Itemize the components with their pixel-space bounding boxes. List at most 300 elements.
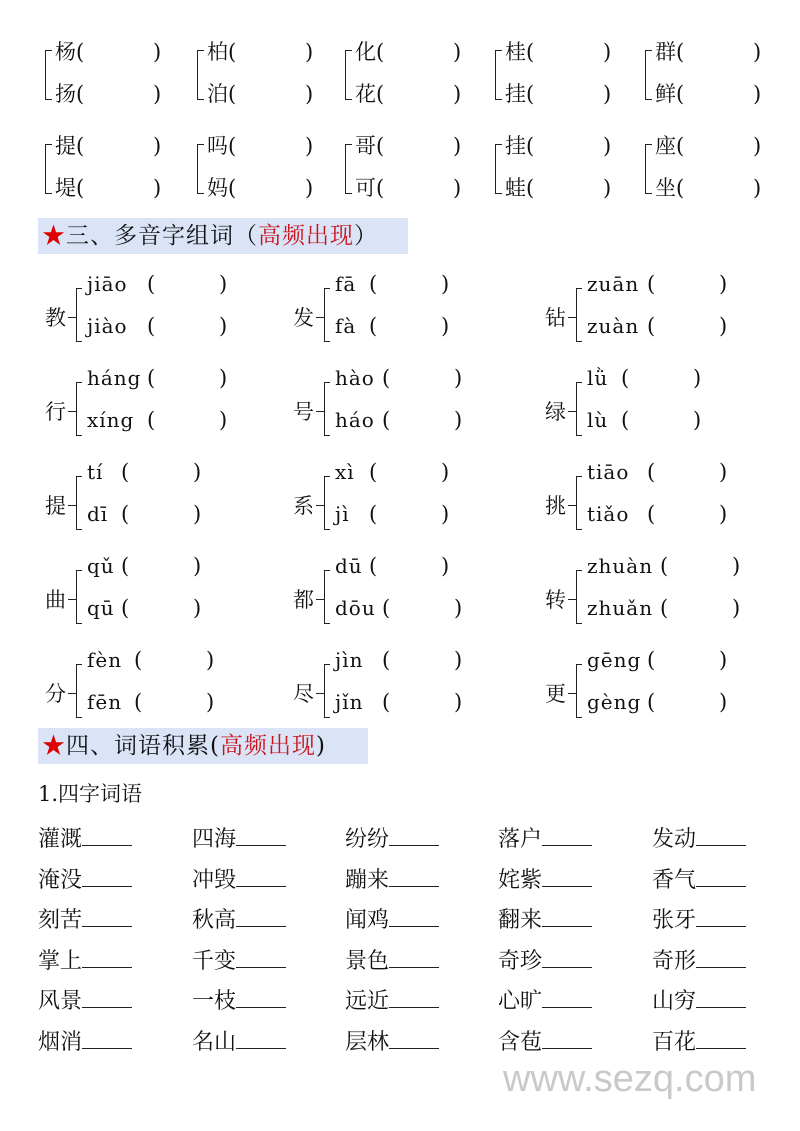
answer-blank[interactable]: ) — [305, 176, 314, 200]
paren-open: ( — [676, 82, 685, 106]
polyphonic-item — [293, 272, 533, 350]
char-entry — [655, 40, 684, 64]
answer-blank[interactable]: ) — [719, 648, 728, 672]
char: 群 — [655, 40, 676, 64]
idiom-blank[interactable] — [82, 1028, 132, 1049]
paren-open: ( — [228, 82, 237, 106]
idiom-blank[interactable] — [389, 947, 439, 968]
paren-open: ( — [369, 502, 378, 526]
idiom-prefix: 四海 — [192, 827, 237, 852]
bracket — [197, 144, 204, 194]
paren-open: ( — [382, 648, 391, 672]
pinyin-reading: fā — [335, 272, 357, 296]
paren-open: ( — [526, 40, 535, 64]
pinyin-reading: qū — [87, 596, 115, 620]
answer-blank[interactable]: ) — [603, 40, 612, 64]
polyphonic-item — [293, 460, 533, 538]
paren-open: ( — [147, 314, 156, 338]
idiom-prefix: 烟消 — [38, 1029, 83, 1055]
bracket-tick — [68, 599, 76, 600]
idiom-blank[interactable] — [236, 825, 286, 846]
watermark: www.sezq.com — [503, 1058, 757, 1100]
bracket-tick — [568, 505, 576, 506]
idiom-blank[interactable] — [389, 1028, 439, 1049]
pinyin-reading: dōu — [335, 596, 376, 620]
idiom-prefix: 淹没 — [38, 867, 83, 893]
char-entry — [505, 40, 534, 64]
bracket — [576, 664, 582, 718]
paren-open: ( — [369, 554, 378, 578]
char-entry — [505, 82, 534, 106]
char-entry — [55, 40, 84, 64]
idiom-prefix: 蹦来 — [345, 867, 390, 893]
pinyin-reading: dī — [87, 502, 109, 526]
polyphonic-item — [545, 272, 785, 350]
pinyin-reading: gēng — [587, 648, 642, 672]
char: 杨 — [55, 40, 76, 64]
idiom-blank[interactable] — [542, 1028, 592, 1049]
idiom-item — [38, 822, 132, 853]
answer-blank[interactable]: ) — [219, 314, 228, 338]
bracket-tick — [568, 693, 576, 694]
char: 蛙 — [505, 176, 526, 200]
answer-blank[interactable]: ) — [193, 502, 202, 526]
polyphonic-item — [293, 648, 533, 726]
idiom-item — [498, 944, 592, 975]
paren-open: ( — [369, 314, 378, 338]
idiom-item — [652, 944, 746, 975]
idiom-item — [652, 863, 746, 894]
idiom-item — [345, 984, 439, 1015]
answer-blank[interactable]: ) — [441, 554, 450, 578]
idiom-item — [192, 822, 286, 853]
bracket-tick — [68, 317, 76, 318]
char: 挂 — [505, 82, 526, 106]
paren-open: ( — [134, 690, 143, 714]
paren-open: ( — [228, 176, 237, 200]
char-entry — [355, 176, 384, 200]
paren-open: ( — [647, 502, 656, 526]
idiom-item — [345, 863, 439, 894]
paren-open: ( — [76, 82, 85, 106]
idiom-item — [38, 984, 132, 1015]
paren-open: ( — [647, 460, 656, 484]
paren-open: ( — [376, 82, 385, 106]
char-entry — [55, 176, 84, 200]
bracket — [324, 664, 330, 718]
polyphonic-char: 绿 — [545, 400, 566, 424]
bracket-tick — [68, 411, 76, 412]
idiom-blank[interactable] — [82, 866, 132, 887]
char-entry — [55, 82, 84, 106]
idiom-blank[interactable] — [696, 987, 746, 1008]
bracket-tick — [568, 599, 576, 600]
answer-blank[interactable]: ) — [454, 648, 463, 672]
polyphonic-char: 分 — [45, 682, 66, 706]
char: 哥 — [355, 134, 376, 158]
idiom-item — [192, 1025, 286, 1056]
answer-blank[interactable]: ) — [453, 134, 462, 158]
char-entry — [207, 134, 236, 158]
idiom-blank[interactable] — [82, 987, 132, 1008]
bracket-tick — [316, 599, 324, 600]
answer-blank[interactable]: ) — [193, 596, 202, 620]
idiom-blank[interactable] — [236, 987, 286, 1008]
idiom-prefix: 含苞 — [498, 1029, 543, 1055]
answer-blank[interactable]: ) — [153, 176, 162, 200]
idiom-prefix: 远近 — [345, 989, 390, 1014]
pinyin-reading: háng — [87, 366, 142, 390]
answer-blank[interactable]: ) — [453, 176, 462, 200]
answer-blank[interactable]: ) — [206, 648, 215, 672]
idiom-blank[interactable] — [542, 947, 592, 968]
answer-blank[interactable]: ) — [153, 82, 162, 106]
answer-blank[interactable]: ) — [719, 314, 728, 338]
answer-blank[interactable]: ) — [153, 40, 162, 64]
answer-blank[interactable]: ) — [193, 460, 202, 484]
answer-blank[interactable]: ) — [219, 366, 228, 390]
paren-open: ( — [647, 314, 656, 338]
polyphonic-item — [45, 554, 285, 632]
idiom-blank[interactable] — [389, 866, 439, 887]
idiom-item — [652, 822, 746, 853]
polyphonic-item — [45, 272, 285, 350]
idiom-prefix: 百花 — [652, 1029, 697, 1055]
answer-blank[interactable]: ) — [153, 134, 162, 158]
char: 妈 — [207, 176, 228, 200]
paren-open: ( — [121, 502, 130, 526]
section-four-header — [38, 728, 368, 764]
idiom-item — [192, 903, 286, 934]
section-highlight: 高频出现 — [258, 223, 354, 249]
idiom-blank[interactable] — [542, 866, 592, 887]
char: 化 — [355, 40, 376, 64]
pinyin-reading: xì — [335, 460, 355, 484]
pinyin-reading: zuān — [587, 272, 640, 296]
char-entry — [207, 40, 236, 64]
idiom-prefix: 千变 — [192, 948, 237, 974]
idiom-item — [192, 944, 286, 975]
section-title: 四、词语积累( — [66, 733, 220, 759]
polyphonic-item — [545, 554, 785, 632]
idiom-prefix: 奇形 — [652, 948, 697, 974]
answer-blank[interactable]: ) — [719, 502, 728, 526]
idiom-item — [345, 822, 439, 853]
bracket-tick — [68, 693, 76, 694]
polyphonic-char: 转 — [545, 588, 566, 612]
char: 桂 — [505, 40, 526, 64]
answer-blank[interactable]: ) — [454, 690, 463, 714]
char: 吗 — [207, 134, 228, 158]
section-three-header — [38, 218, 408, 254]
answer-blank[interactable]: ) — [454, 596, 463, 620]
paren-open: ( — [121, 596, 130, 620]
section-close: ) — [315, 733, 326, 759]
paren-open: ( — [376, 134, 385, 158]
pinyin-reading: gèng — [587, 690, 642, 714]
char: 座 — [655, 134, 676, 158]
idiom-prefix: 心旷 — [498, 989, 543, 1014]
bracket — [576, 476, 582, 530]
paren-open: ( — [660, 596, 669, 620]
idiom-prefix: 纷纷 — [345, 827, 390, 852]
char-entry — [355, 134, 384, 158]
polyphonic-char: 都 — [293, 588, 314, 612]
paren-open: ( — [121, 554, 130, 578]
bracket — [324, 288, 330, 342]
idiom-item — [192, 984, 286, 1015]
bracket — [576, 288, 582, 342]
bracket — [345, 50, 352, 100]
paren-open: ( — [382, 690, 391, 714]
idiom-prefix: 掌上 — [38, 948, 83, 974]
char: 挂 — [505, 134, 526, 158]
idiom-prefix: 落户 — [498, 827, 543, 852]
polyphonic-char: 系 — [293, 494, 314, 518]
answer-blank[interactable]: ) — [454, 366, 463, 390]
paren-open: ( — [369, 272, 378, 296]
pinyin-reading: jìn — [335, 648, 364, 672]
answer-blank[interactable]: ) — [453, 82, 462, 106]
char: 可 — [355, 176, 376, 200]
answer-blank[interactable]: ) — [305, 40, 314, 64]
paren-open: ( — [228, 134, 237, 158]
answer-blank[interactable]: ) — [441, 502, 450, 526]
bracket-tick — [568, 317, 576, 318]
idiom-prefix: 闻鸡 — [345, 908, 390, 933]
answer-blank[interactable]: ) — [441, 272, 450, 296]
polyphonic-char: 尽 — [293, 682, 314, 706]
idiom-item — [498, 863, 592, 894]
answer-blank[interactable]: ) — [719, 690, 728, 714]
paren-open: ( — [382, 366, 391, 390]
bracket — [645, 50, 652, 100]
answer-blank[interactable]: ) — [454, 408, 463, 432]
bracket — [76, 664, 82, 718]
paren-open: ( — [147, 408, 156, 432]
bracket-tick — [68, 505, 76, 506]
idiom-prefix: 发动 — [652, 827, 697, 852]
answer-blank[interactable]: ) — [603, 176, 612, 200]
idiom-blank[interactable] — [389, 987, 439, 1008]
pinyin-reading: lù — [587, 408, 609, 432]
answer-blank[interactable]: ) — [732, 596, 741, 620]
paren-open: ( — [676, 134, 685, 158]
polyphonic-char: 教 — [45, 306, 66, 330]
pinyin-reading: tí — [87, 460, 104, 484]
idiom-blank[interactable] — [236, 906, 286, 927]
paren-open: ( — [376, 176, 385, 200]
pinyin-reading: jì — [335, 502, 350, 526]
pinyin-reading: háo — [335, 408, 375, 432]
polyphonic-char: 钻 — [545, 306, 566, 330]
pinyin-reading: jiào — [87, 314, 128, 338]
bracket — [197, 50, 204, 100]
idiom-prefix: 山穷 — [652, 989, 697, 1014]
pinyin-reading: fèn — [87, 648, 123, 672]
bracket-tick — [316, 693, 324, 694]
char-pair — [197, 40, 337, 110]
char: 泊 — [207, 82, 228, 106]
char: 堤 — [55, 176, 76, 200]
bracket — [495, 144, 502, 194]
polyphonic-char: 行 — [45, 400, 66, 424]
char-pair — [495, 40, 635, 110]
pinyin-reading: zuàn — [587, 314, 640, 338]
idiom-item — [498, 822, 592, 853]
star-icon: ★ — [42, 223, 66, 249]
paren-open: ( — [676, 40, 685, 64]
char: 扬 — [55, 82, 76, 106]
char-pair — [45, 40, 185, 110]
idiom-item — [38, 1025, 132, 1056]
idiom-item — [652, 903, 746, 934]
paren-open: ( — [676, 176, 685, 200]
pinyin-reading: jǐn — [335, 690, 364, 714]
idiom-blank[interactable] — [236, 947, 286, 968]
idiom-blank[interactable] — [696, 825, 746, 846]
answer-blank[interactable]: ) — [305, 82, 314, 106]
bracket-tick — [316, 411, 324, 412]
polyphonic-item — [45, 648, 285, 726]
pinyin-reading: zhuǎn — [587, 596, 654, 620]
idiom-item — [652, 1025, 746, 1056]
char-entry — [55, 134, 84, 158]
bracket — [576, 570, 582, 624]
answer-blank[interactable]: ) — [219, 408, 228, 432]
idiom-prefix: 层林 — [345, 1029, 390, 1055]
subsection-title: 1.四字词语 — [38, 782, 143, 806]
answer-blank[interactable]: ) — [193, 554, 202, 578]
idiom-blank[interactable] — [696, 947, 746, 968]
idiom-prefix: 香气 — [652, 867, 697, 893]
pinyin-reading: fà — [335, 314, 357, 338]
pinyin-reading: jiāo — [87, 272, 128, 296]
polyphonic-char: 曲 — [45, 588, 66, 612]
idiom-blank[interactable] — [542, 987, 592, 1008]
answer-blank[interactable]: ) — [693, 408, 702, 432]
section-title: 三、多音字组词（ — [66, 223, 258, 249]
answer-blank[interactable]: ) — [753, 82, 762, 106]
bracket — [76, 288, 82, 342]
bracket — [76, 570, 82, 624]
bracket — [45, 50, 52, 100]
idiom-blank[interactable] — [542, 825, 592, 846]
char-pair — [645, 40, 785, 110]
idiom-prefix: 刻苦 — [38, 908, 83, 933]
idiom-blank[interactable] — [389, 825, 439, 846]
idiom-blank[interactable] — [82, 906, 132, 927]
polyphonic-char: 挑 — [545, 494, 566, 518]
idiom-blank[interactable] — [82, 825, 132, 846]
idiom-blank[interactable] — [542, 906, 592, 927]
idiom-blank[interactable] — [389, 906, 439, 927]
idiom-blank[interactable] — [236, 1028, 286, 1049]
answer-blank[interactable]: ) — [753, 176, 762, 200]
paren-open: ( — [621, 408, 630, 432]
polyphonic-item — [545, 648, 785, 726]
idiom-blank[interactable] — [696, 906, 746, 927]
bracket-tick — [316, 317, 324, 318]
pinyin-reading: qǔ — [87, 554, 115, 578]
paren-open: ( — [134, 648, 143, 672]
paren-open: ( — [382, 408, 391, 432]
paren-open: ( — [526, 176, 535, 200]
paren-open: ( — [147, 366, 156, 390]
idiom-prefix: 名山 — [192, 1029, 237, 1055]
bracket — [76, 476, 82, 530]
idiom-blank[interactable] — [236, 866, 286, 887]
paren-open: ( — [647, 648, 656, 672]
char-entry — [655, 82, 684, 106]
polyphonic-item — [293, 554, 533, 632]
section-highlight: 高频出现 — [219, 733, 316, 759]
paren-open: ( — [121, 460, 130, 484]
idiom-prefix: 姹紫 — [498, 867, 543, 893]
idiom-blank[interactable] — [82, 947, 132, 968]
answer-blank[interactable]: ) — [732, 554, 741, 578]
answer-blank[interactable]: ) — [719, 272, 728, 296]
idiom-item — [345, 903, 439, 934]
idiom-prefix: 秋高 — [192, 908, 237, 933]
idiom-item — [38, 863, 132, 894]
polyphonic-item — [45, 460, 285, 538]
idiom-item — [345, 1025, 439, 1056]
answer-blank[interactable]: ) — [206, 690, 215, 714]
answer-blank[interactable]: ) — [441, 314, 450, 338]
paren-open: ( — [369, 460, 378, 484]
polyphonic-item — [45, 366, 285, 444]
paren-open: ( — [526, 134, 535, 158]
idiom-blank[interactable] — [696, 1028, 746, 1049]
char-entry — [655, 176, 684, 200]
answer-blank[interactable]: ) — [719, 460, 728, 484]
idiom-blank[interactable] — [696, 866, 746, 887]
paren-open: ( — [147, 272, 156, 296]
idiom-prefix: 一枝 — [192, 989, 237, 1014]
idiom-item — [498, 1025, 592, 1056]
answer-blank[interactable]: ) — [453, 40, 462, 64]
char-entry — [207, 176, 236, 200]
char: 提 — [55, 134, 76, 158]
answer-blank[interactable]: ) — [305, 134, 314, 158]
char: 坐 — [655, 176, 676, 200]
answer-blank[interactable]: ) — [603, 82, 612, 106]
idiom-prefix: 景色 — [345, 948, 390, 974]
pinyin-reading: fēn — [87, 690, 123, 714]
char: 鲜 — [655, 82, 676, 106]
answer-blank[interactable]: ) — [441, 460, 450, 484]
pinyin-reading: lǜ — [587, 366, 609, 390]
paren-open: ( — [621, 366, 630, 390]
answer-blank[interactable]: ) — [753, 40, 762, 64]
answer-blank[interactable]: ) — [753, 134, 762, 158]
char-pair — [345, 134, 485, 204]
char-entry — [505, 176, 534, 200]
polyphonic-char: 号 — [293, 400, 314, 424]
pinyin-reading: hào — [335, 366, 375, 390]
answer-blank[interactable]: ) — [693, 366, 702, 390]
char-pair — [645, 134, 785, 204]
idiom-item — [345, 944, 439, 975]
answer-blank[interactable]: ) — [603, 134, 612, 158]
paren-open: ( — [76, 176, 85, 200]
answer-blank[interactable]: ) — [219, 272, 228, 296]
pinyin-reading: zhuàn — [587, 554, 654, 578]
idiom-prefix: 张牙 — [652, 908, 697, 933]
bracket — [495, 50, 502, 100]
idiom-item — [38, 903, 132, 934]
